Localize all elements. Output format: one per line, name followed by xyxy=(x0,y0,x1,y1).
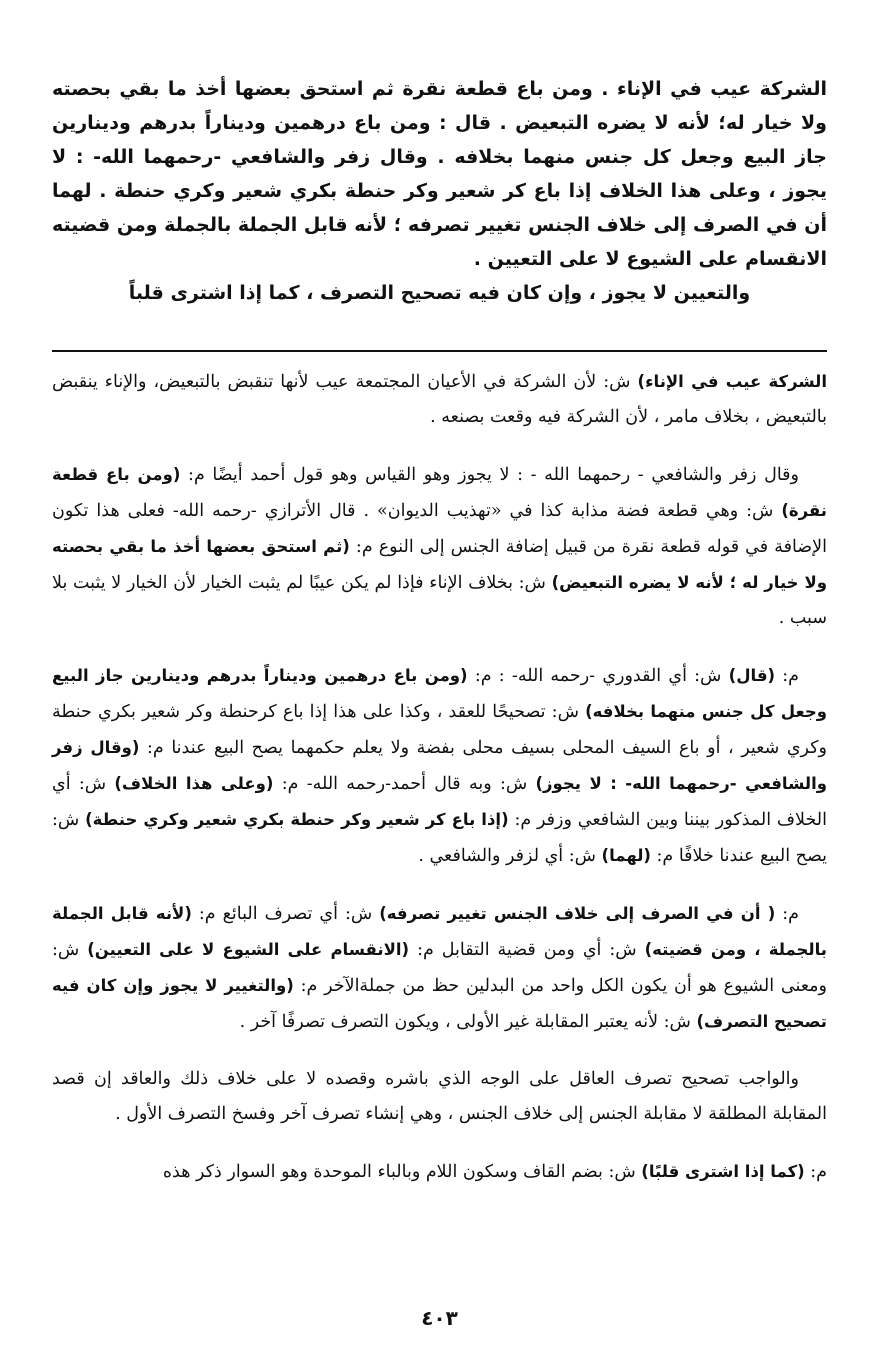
page-number: ٤٠٣ xyxy=(421,1306,458,1330)
sharh-text: ش: تصحيحًا للعقد ، وكذا على هذا إذا باع كرحنطة وكر شعير بكري حنطة وكري شعير ، أو باع السيف المحلى بسيف محلى بفضة ولا يعلم حكمهما يصح البيع عندنا م: xyxy=(52,702,827,758)
sharh-text: ش: بضم القاف وسكون اللام وبالباء الموحدة وهو السوار ذكر هذه xyxy=(162,1162,642,1182)
sharh-text: ش: أي الخلاف المذكور بيننا وبين الشافعي وزفر م: xyxy=(52,774,827,830)
sharh-paragraph-5 xyxy=(52,1062,827,1132)
matn-quote: (ومن باع درهمين وديناراً بدرهم ودينارين جاز البيع وجعل كل جنس منهما بخلافه) xyxy=(52,666,827,721)
matn-quote: (كما إذا اشترى قلبًا) xyxy=(641,1162,805,1181)
separator-rule xyxy=(52,350,827,352)
sharh-text: ش: لأنه يعتبر المقابلة غير الأولى ، ويكون التصرف تصرفًا آخر . xyxy=(239,1012,697,1032)
book-page xyxy=(52,72,827,1332)
sharh-section xyxy=(52,364,827,1212)
sharh-text: ش: أي تصرف البائع م: xyxy=(191,904,380,924)
matn-quote: (ثم استحق بعضها أخذ ما بقي بحصته ولا خيار له ؛ لأنه لا يضره التبعيض) xyxy=(52,537,827,592)
sharh-text: ش: ومعنى الشيوع هو أن يكون الكل واحد من البدلين حظ من جملةالآخر م: xyxy=(52,940,827,996)
sharh-text: م: xyxy=(775,904,799,924)
matn-quote: (الانقسام على الشيوع لا على التعيين) xyxy=(87,940,410,959)
matn-quote: الشركة عيب في الإناء) xyxy=(637,372,827,391)
sharh-text: ش: أي القدوري -رحمه الله- : م: xyxy=(467,666,729,686)
sharh-paragraph-3 xyxy=(52,658,827,874)
sharh-text: ش: بخلاف الإناء فإذا لم يكن عيبًا لم يثبت الخيار لأن الخيار لا يثبت بلا سبب . xyxy=(52,573,827,628)
matn-quote: (وقال زفر والشافعي -رحمهما الله- : لا يجوز) xyxy=(52,738,827,793)
matn-section xyxy=(52,72,827,310)
sharh-paragraph-4 xyxy=(52,896,827,1040)
sharh-text: ش: لأن الشركة في الأعيان المجتمعة عيب لأنها تنقبض بالتبعيض، والإناء ينقبض بالتبعيض ، بخلاف مامر ، لأن الشركة فيه وقعت بصنعه . xyxy=(52,372,827,427)
sharh-paragraph-6 xyxy=(52,1154,827,1190)
matn-quote: (وعلى هذا الخلاف) xyxy=(114,774,274,793)
sharh-text: ش: أي لزفر والشافعي . xyxy=(418,846,602,866)
matn-quote: (ومن باع قطعة نقرة) xyxy=(52,465,827,520)
sharh-text: ش: يصح البيع عندنا خلافًا م: xyxy=(52,810,827,866)
matn-quote: (والتغيير لا يجوز وإن كان فيه تصحيح التصرف) xyxy=(52,976,827,1031)
sharh-text: ش: أي ومن قضية التقابل م: xyxy=(409,940,645,960)
matn-quote: ( أن في الصرف إلى خلاف الجنس تغيير تصرفه) xyxy=(379,904,776,923)
matn-quote: (إذا باع كر شعير وكر حنطة بكري شعير وكري حنطة) xyxy=(85,810,509,829)
sharh-paragraph-2 xyxy=(52,457,827,636)
matn-quote: (لأنه قابل الجملة بالجملة ، ومن قضيته) xyxy=(52,904,828,959)
matn-quote: (قال) xyxy=(728,666,776,685)
sharh-paragraph-1 xyxy=(52,364,827,435)
sharh-text: ش: وهي قطعة فضة مذابة كذا في «تهذيب الديوان» . قال الأترازي -رحمه الله- فعلى هذا تكون الإضافة في قوله قطعة نقرة من قبيل إضافة الجنس إلى النوع م: xyxy=(52,501,827,557)
matn-last-line: والتعيين لا يجوز ، وإن كان فيه تصحيح التصرف ، كما إذا اشترى قلباً xyxy=(128,282,751,304)
matn-paragraph: الشركة عيب في الإناء . ومن باع قطعة نقرة ثم استحق بعضها أخذ ما بقي بحصته ولا خيار له؛ لأنه لا يضره التبعيض . قال : ومن باع درهمين وديناراً بدرهم ودينارين جاز البيع وجعل كل جنس منهما بخلافه . وقال زفر والشافعي -رحمهما الله- : لا يجوز ، وعلى هذا الخلاف إذا باع كر شعير وكر حنطة بكري شعير وكري حنطة . لهما أن في الصرف إلى خلاف الجنس تغيير تصرفه ؛ لأنه قابل الجملة بالجملة ومن قضيته الانقسام على الشيوع لا على التعيين . xyxy=(52,78,827,270)
matn-quote: (لهما) xyxy=(601,846,651,865)
sharh-text: م: xyxy=(775,666,800,686)
sharh-text: وقال زفر والشافعي - رحمهما الله - : لا يجوز وهو القياس وهو قول أحمد أيضًا م: xyxy=(180,465,799,485)
sharh-text: ش: وبه قال أحمد-رحمه الله- م: xyxy=(273,774,536,794)
sharh-text: والواجب تصحيح تصرف العاقل على الوجه الذي باشره وقصده لا على خلاف ذلك والعاقد إن قصد المقابلة المطلقة لا مقابلة الجنس إلى خلاف الجنس ، وهي إنشاء تصرف آخر وفسخ التصرف الأول . xyxy=(52,1069,827,1124)
sharh-text: م: xyxy=(804,1162,827,1182)
